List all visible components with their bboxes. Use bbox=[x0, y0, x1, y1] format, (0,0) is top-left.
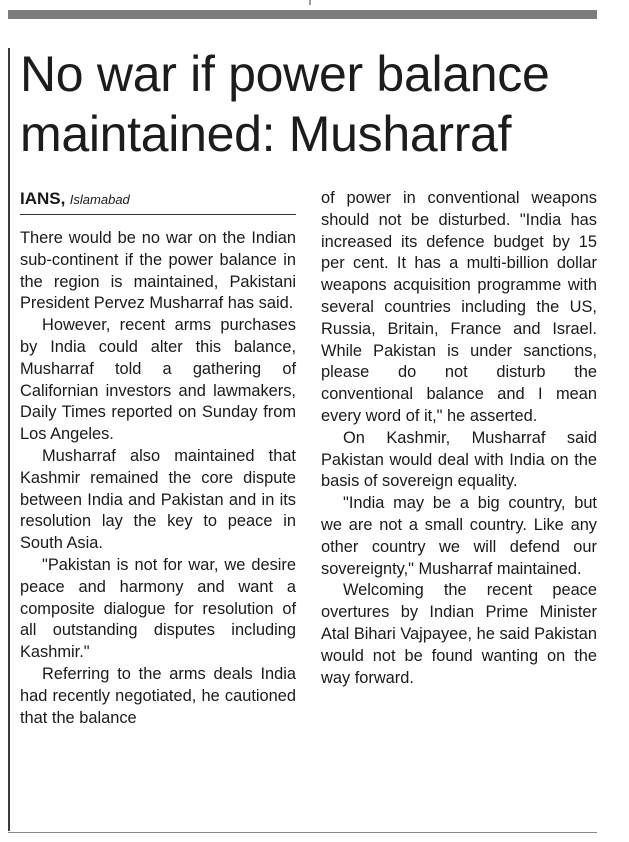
paragraph: Musharraf also maintained that Kashmir remained the core dispute between India and Pakistan and in its resolution lay the key to peace in South Asia. bbox=[20, 446, 296, 553]
bottom-rule bbox=[8, 832, 597, 833]
paragraph: "Pakistan is not for war, we desire peace and harmony and want a composite dialogue for resolution of all outstanding disputes including Kashmir." bbox=[20, 555, 296, 662]
byline-agency: IANS, bbox=[20, 189, 66, 208]
paragraph: Referring to the arms deals India had recently negotiated, he cautioned that the balance bbox=[20, 664, 296, 727]
byline-rule bbox=[20, 214, 296, 215]
top-rule bbox=[8, 10, 597, 19]
paragraph: of power in conventional weapons should not be disturbed. "India has increased its defence budget by 15 per cent. It has a multi-billion dollar weapons acquisition programme with several countries including the US, Russia, Britain, France and Israel. While Pakistan is under sanctions, please do not disturb the conventional balance and I mean every word of it," he asserted. bbox=[321, 189, 597, 425]
paragraph: "India may be a big country, but we are not a small country. Like any other country we will defend our sovereignty," Musharraf maintained. bbox=[321, 494, 597, 578]
paragraph: On Kashmir, Musharraf said Pakistan would deal with India on the basis of sovereign equality. bbox=[321, 428, 597, 491]
byline bbox=[20, 189, 295, 210]
article-column-left bbox=[20, 228, 296, 729]
byline-dateline: Islamabad bbox=[69, 192, 130, 207]
paragraph: Welcoming the recent peace overtures by Indian Prime Minister Atal Bihari Vajpayee, he said Pakistan would not be found wanting on the way forward. bbox=[321, 581, 597, 687]
headline: No war if power balance maintained: Musharraf bbox=[20, 46, 550, 162]
top-tick-mark bbox=[309, 0, 311, 5]
left-column-rule bbox=[8, 48, 10, 831]
paragraph: There would be no war on the Indian sub-continent if the power balance in the region is maintained, Pakistani President Pervez Musharraf has said. bbox=[20, 229, 296, 313]
article-column-right bbox=[321, 188, 597, 689]
paragraph: However, recent arms purchases by India could alter this balance, Musharraf told a gathering of Californian investors and lawmakers, Daily Times reported on Sunday from Los Angeles. bbox=[20, 316, 296, 444]
